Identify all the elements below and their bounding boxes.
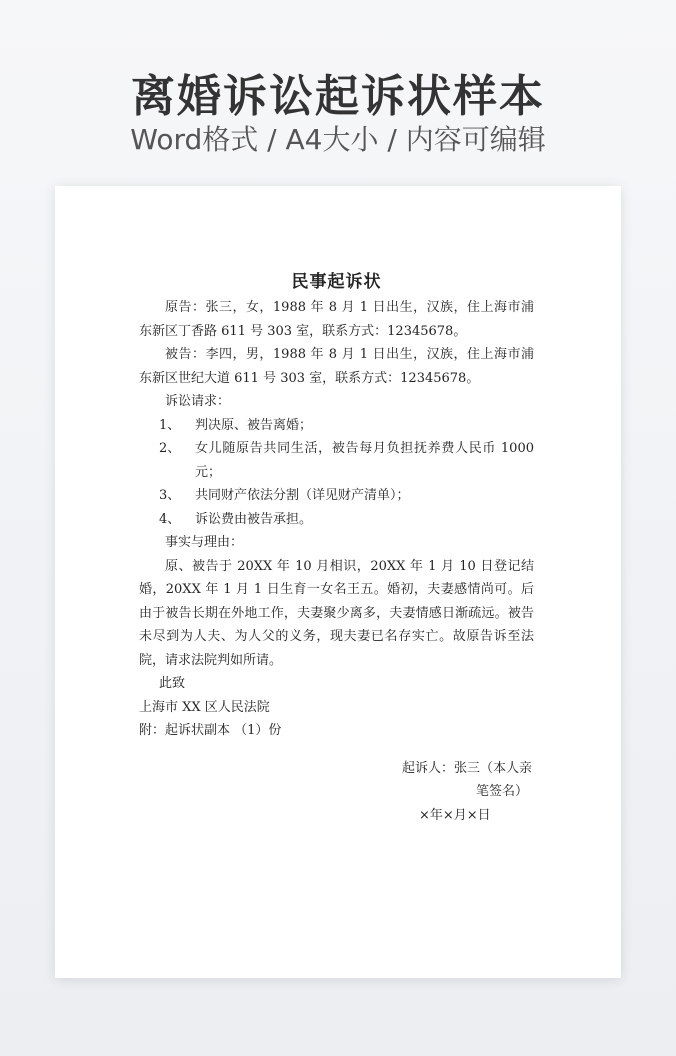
facts-heading: 事实与理由： [165, 535, 244, 550]
signature-line: 起诉人：张三（本人亲 [401, 760, 532, 776]
plaintiff-paragraph: 原告：张三，女，1988 年 8 月 1 日出生，汉族，住上海市浦东新区丁香路 611 号 303 室，联系方式：12345678。 [139, 300, 534, 339]
document-body [139, 270, 534, 827]
closing-salutation: 此致 [159, 676, 186, 691]
attachment-note: 附：起诉状副本 （1）份 [139, 723, 282, 738]
claim-text: 判决原、被告离婚； [195, 417, 313, 433]
claim-text: 诉讼费由被告承担。 [195, 511, 313, 527]
claim-number: 4、 [159, 511, 181, 527]
claim-number: 1、 [159, 417, 181, 433]
claims-heading: 诉讼请求： [165, 394, 231, 409]
court-name: 上海市 XX 区人民法院 [139, 699, 270, 715]
claim-text: 共同财产依法分割（详见财产清单）； [195, 488, 410, 503]
document-title: 民事起诉状 [291, 272, 382, 292]
claim-item [139, 414, 534, 438]
claim-number: 3、 [159, 488, 181, 503]
signature-line-continued: 笔签名） [475, 784, 528, 799]
claim-number: 2、 [159, 441, 181, 456]
claim-item [139, 484, 534, 508]
page-subtitle: Word格式 / A4大小 / 内容可编辑 [130, 123, 546, 156]
facts-paragraph: 原、被告于 20XX 年 10 月相识，20XX 年 1 月 10 日登记结婚，20XX 年 1 月 1 日生育一女名王五。婚初，夫妻感情尚可。后由于被告长期在外地工作，夫妻聚少离多，夫妻情感日渐疏远。被告未尽到为人夫、为人父的义务，现夫妻已名存实亡。故原告诉至法院，请求法院判如所请。 [139, 558, 534, 668]
page-title: 离婚诉讼起诉状样本 [131, 71, 545, 122]
claim-item [139, 437, 534, 484]
claim-item [139, 508, 534, 532]
defendant-paragraph: 被告：李四，男，1988 年 8 月 1 日出生，汉族，住上海市浦东新区世纪大道 611 号 303 室，联系方式：12345678。 [139, 347, 534, 386]
signature-date: ×年×月×日 [419, 807, 491, 823]
document-page [55, 186, 621, 978]
claim-text: 女儿随原告共同生活，被告每月负担抚养费人民币 1000 元； [195, 441, 534, 480]
